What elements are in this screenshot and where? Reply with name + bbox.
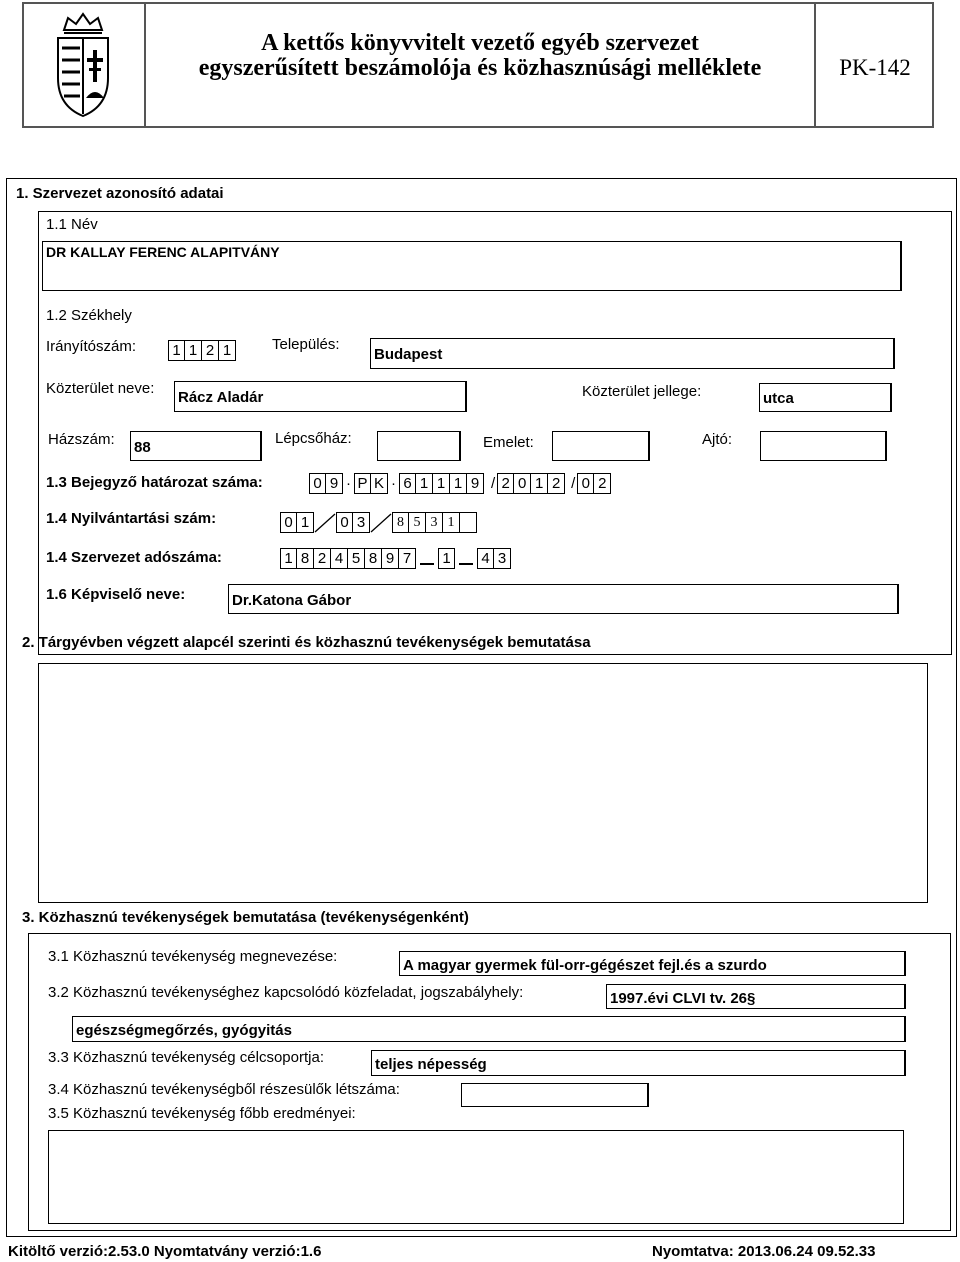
decision-digit: K xyxy=(371,473,388,494)
decision-digit: 2 xyxy=(594,473,611,494)
decision-digit: 9 xyxy=(326,473,343,494)
decision-digit: 2 xyxy=(548,473,565,494)
section2-title: 2. Tárgyévben végzett alapcél szerinti és közhasznú tevékenységek bemutatása xyxy=(22,634,591,651)
name-value: DR KALLAY FERENC ALAPITVÁNY xyxy=(46,244,280,260)
decision-digit: 1 xyxy=(433,473,450,494)
street-value: Rácz Aladár xyxy=(178,389,264,406)
task-label: 3.2 Közhasznú tevékenységhez kapcsolódó közfeladat, jogszabályhely: xyxy=(48,984,524,1001)
door-label: Ajtó: xyxy=(702,431,733,448)
street-type-label: Közterület jellege: xyxy=(582,383,702,400)
registry-digit: 1 xyxy=(297,512,314,533)
registry-digit: 3 xyxy=(353,512,370,533)
city-label: Település: xyxy=(272,336,340,353)
street-label: Közterület neve: xyxy=(46,380,155,397)
name-label: 1.1 Név xyxy=(46,216,98,233)
registry-slash xyxy=(314,512,336,533)
decision-label: 1.3 Bejegyző határozat száma: xyxy=(46,474,263,491)
tax-digit: 7 xyxy=(399,548,416,569)
tax-label: 1.4 Szervezet adószáma: xyxy=(46,549,222,566)
tax-dash xyxy=(459,563,473,565)
house-label: Házszám: xyxy=(48,431,115,448)
decision-separator: · xyxy=(391,475,396,492)
zip-digit: 1 xyxy=(185,340,202,361)
decision-digit: 1 xyxy=(531,473,548,494)
section3-title: 3. Közhasznú tevékenységek bemutatása (tevékenységenként) xyxy=(22,909,469,926)
registry-digit xyxy=(460,512,477,533)
decision-digit: 0 xyxy=(577,473,594,494)
tax-digit: 5 xyxy=(348,548,365,569)
results-text-area[interactable] xyxy=(48,1130,904,1224)
footer-print-date: Nyomtatva: 2013.06.24 09.52.33 xyxy=(652,1243,876,1260)
house-value: 88 xyxy=(134,439,151,456)
decision-digit: 0 xyxy=(309,473,326,494)
registry-number-field[interactable] xyxy=(280,512,477,533)
registry-digit: 1 xyxy=(443,512,460,533)
count-label: 3.4 Közhasznú tevékenységből részesülők létszáma: xyxy=(48,1081,400,1098)
floor-label: Emelet: xyxy=(483,434,534,451)
decision-separator: / xyxy=(491,475,496,492)
floor-field[interactable] xyxy=(552,431,650,461)
zip-digit: 1 xyxy=(168,340,185,361)
coat-of-arms-icon xyxy=(44,8,122,120)
street-type-value: utca xyxy=(763,390,794,407)
decision-digit: 0 xyxy=(514,473,531,494)
tax-number-field[interactable] xyxy=(280,548,511,569)
form-code: PK-142 xyxy=(839,55,911,80)
section1-title: 1. Szervezet azonosító adatai xyxy=(16,185,224,202)
tax-digit: 8 xyxy=(297,548,314,569)
tax-digit: 3 xyxy=(494,548,511,569)
target-label: 3.3 Közhasznú tevékenység célcsoportja: xyxy=(48,1049,324,1066)
tax-digit: 4 xyxy=(331,548,348,569)
registry-slash xyxy=(370,512,392,533)
tax-digit: 8 xyxy=(365,548,382,569)
form-title-line1: A kettős könyvvitelt vezető egyéb szervezet xyxy=(261,30,699,56)
decision-digit: P xyxy=(354,473,371,494)
registry-digit: 0 xyxy=(280,512,297,533)
decision-digit: 1 xyxy=(416,473,433,494)
zip-digit: 2 xyxy=(202,340,219,361)
activity-label: 3.1 Közhasznú tevékenység megnevezése: xyxy=(48,948,338,965)
decision-separator: · xyxy=(346,475,351,492)
registry-label: 1.4 Nyilvántartási szám: xyxy=(46,510,217,527)
tax-dash xyxy=(420,563,434,565)
tax-digit: 1 xyxy=(280,548,297,569)
decision-digit: 9 xyxy=(467,473,484,494)
tax-digit: 2 xyxy=(314,548,331,569)
registry-digit: 5 xyxy=(409,512,426,533)
rep-label: 1.6 Képviselő neve: xyxy=(46,586,186,603)
tax-digit: 9 xyxy=(382,548,399,569)
activity-value: A magyar gyermek fül-orr-gégészet fejl.és a szurdo xyxy=(403,957,767,974)
task-value: egészségmegőrzés, gyógyitás xyxy=(76,1022,292,1039)
form-title-line2: egyszerűsített beszámolója és közhasznúsági melléklete xyxy=(198,55,762,81)
section2-text-area[interactable] xyxy=(38,663,928,903)
city-field[interactable] xyxy=(370,338,895,369)
city-value: Budapest xyxy=(374,346,443,363)
count-field[interactable] xyxy=(461,1083,649,1107)
results-label: 3.5 Közhasznú tevékenység főbb eredményei: xyxy=(48,1105,356,1122)
tax-digit: 4 xyxy=(477,548,494,569)
decision-digit: 6 xyxy=(399,473,416,494)
registry-digit: 0 xyxy=(336,512,353,533)
decision-number-field[interactable] xyxy=(309,473,611,494)
seat-label: 1.2 Székhely xyxy=(46,307,132,324)
decision-digit: 1 xyxy=(450,473,467,494)
rep-value: Dr.Katona Gábor xyxy=(232,592,352,609)
door-field[interactable] xyxy=(760,431,887,461)
footer-version: Kitöltő verzió:2.53.0 Nyomtatvány verzió:1.6 xyxy=(8,1243,322,1260)
target-value: teljes népesség xyxy=(375,1056,487,1073)
law-value: 1997.évi CLVI tv. 26§ xyxy=(610,990,756,1007)
registry-digit: 3 xyxy=(426,512,443,533)
stair-field[interactable] xyxy=(377,431,461,461)
stair-label: Lépcsőház: xyxy=(275,430,352,447)
decision-digit: 2 xyxy=(497,473,514,494)
decision-separator: / xyxy=(571,475,576,492)
tax-digit: 1 xyxy=(438,548,455,569)
zip-field[interactable] xyxy=(168,340,236,361)
zip-label: Irányítószám: xyxy=(46,338,137,355)
zip-digit: 1 xyxy=(219,340,236,361)
registry-digit: 8 xyxy=(392,512,409,533)
